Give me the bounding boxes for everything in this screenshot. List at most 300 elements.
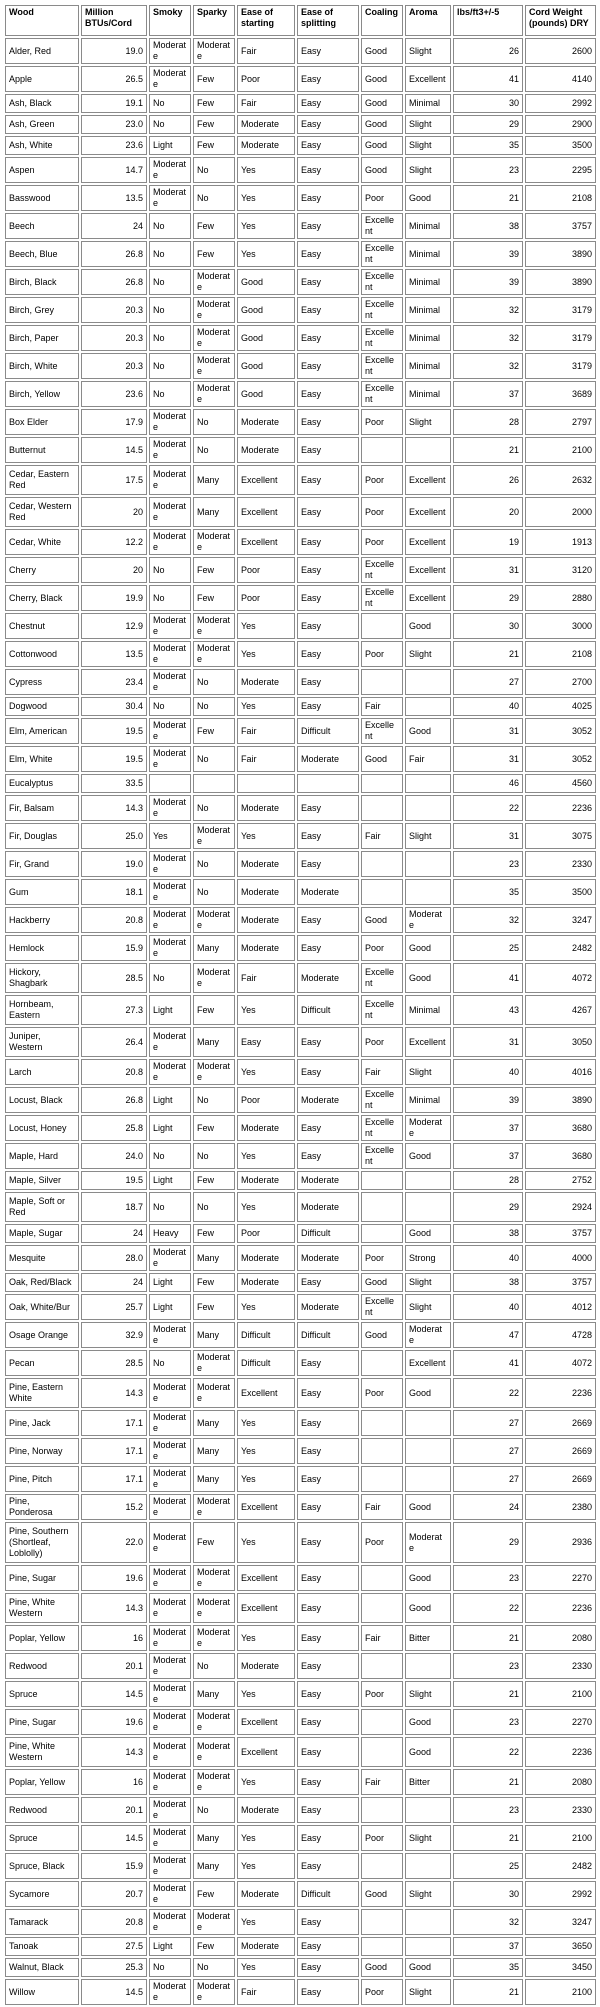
cell-cord-weight: 2600	[525, 38, 596, 64]
cell-coaling	[361, 1937, 403, 1956]
cell-btu: 12.9	[81, 613, 147, 639]
cell-aroma: Excellent	[405, 1350, 451, 1376]
cell-ease-starting: Yes	[237, 157, 295, 183]
cell-density: 22	[453, 1737, 523, 1767]
cell-ease-splitting: Easy	[297, 795, 359, 821]
cell-ease-starting: Excellent	[237, 1565, 295, 1591]
table-row	[5, 1438, 596, 1464]
cell-smoky: Moderate	[149, 497, 191, 527]
cell-wood: Maple, Sugar	[5, 1224, 79, 1243]
cell-cord-weight: 3500	[525, 879, 596, 905]
cell-wood: Birch, Yellow	[5, 381, 79, 407]
cell-ease-splitting: Moderate	[297, 746, 359, 772]
cell-coaling: Poor	[361, 529, 403, 555]
cell-density: 20	[453, 497, 523, 527]
cell-coaling: Excellent	[361, 995, 403, 1025]
cell-smoky: No	[149, 557, 191, 583]
table-row	[5, 1115, 596, 1141]
header-aroma: Aroma	[405, 5, 451, 36]
table-row	[5, 1322, 596, 1348]
cell-btu: 17.5	[81, 465, 147, 495]
cell-density: 40	[453, 1294, 523, 1320]
cell-wood: Cypress	[5, 669, 79, 695]
cell-coaling: Good	[361, 115, 403, 134]
cell-coaling	[361, 851, 403, 877]
cell-coaling	[361, 879, 403, 905]
cell-ease-starting: Yes	[237, 1059, 295, 1085]
cell-aroma	[405, 1797, 451, 1823]
cell-smoky: Light	[149, 136, 191, 155]
cell-sparky: Many	[193, 1853, 235, 1879]
cell-ease-splitting: Easy	[297, 136, 359, 155]
cell-aroma: Fair	[405, 746, 451, 772]
cell-density: 26	[453, 38, 523, 64]
cell-density: 23	[453, 157, 523, 183]
cell-ease-starting: Poor	[237, 66, 295, 92]
cell-ease-starting: Excellent	[237, 465, 295, 495]
cell-wood: Birch, Black	[5, 269, 79, 295]
cell-cord-weight: 3050	[525, 1027, 596, 1057]
cell-density: 23	[453, 851, 523, 877]
cell-ease-starting: Poor	[237, 585, 295, 611]
cell-cord-weight: 4140	[525, 66, 596, 92]
cell-aroma: Excellent	[405, 1027, 451, 1057]
cell-ease-starting: Excellent	[237, 1737, 295, 1767]
cell-cord-weight: 2236	[525, 795, 596, 821]
cell-smoky: No	[149, 963, 191, 993]
cell-ease-splitting: Easy	[297, 115, 359, 134]
cell-ease-starting: Yes	[237, 1410, 295, 1436]
cell-coaling: Good	[361, 94, 403, 113]
cell-cord-weight: 3052	[525, 718, 596, 744]
cell-ease-starting: Yes	[237, 1909, 295, 1935]
header-sparky: Sparky	[193, 5, 235, 36]
cell-ease-splitting: Easy	[297, 1522, 359, 1563]
cell-cord-weight: 3757	[525, 1224, 596, 1243]
cell-ease-splitting: Easy	[297, 823, 359, 849]
cell-cord-weight: 3450	[525, 1958, 596, 1977]
table-row	[5, 465, 596, 495]
cell-cord-weight: 4560	[525, 774, 596, 793]
cell-aroma: Good	[405, 935, 451, 961]
cell-ease-starting: Easy	[237, 1027, 295, 1057]
cell-coaling: Good	[361, 1881, 403, 1907]
table-row	[5, 1593, 596, 1623]
cell-density: 32	[453, 325, 523, 351]
cell-cord-weight: 3000	[525, 613, 596, 639]
cell-aroma: Slight	[405, 1294, 451, 1320]
cell-density: 21	[453, 185, 523, 211]
cell-cord-weight: 3179	[525, 297, 596, 323]
cell-aroma	[405, 1909, 451, 1935]
table-row	[5, 529, 596, 555]
cell-sparky: Few	[193, 995, 235, 1025]
cell-coaling	[361, 1853, 403, 1879]
cell-smoky: No	[149, 381, 191, 407]
cell-cord-weight: 2752	[525, 1171, 596, 1190]
cell-smoky: Moderate	[149, 1853, 191, 1879]
cell-coaling: Poor	[361, 1825, 403, 1851]
cell-aroma: Excellent	[405, 585, 451, 611]
table-row	[5, 1825, 596, 1851]
cell-smoky: Moderate	[149, 851, 191, 877]
cell-sparky: No	[193, 409, 235, 435]
cell-sparky: Moderate	[193, 353, 235, 379]
cell-ease-starting: Fair	[237, 963, 295, 993]
cell-smoky: No	[149, 297, 191, 323]
cell-cord-weight: 3757	[525, 1273, 596, 1292]
cell-aroma: Slight	[405, 115, 451, 134]
table-row	[5, 297, 596, 323]
cell-cord-weight: 3689	[525, 381, 596, 407]
cell-aroma	[405, 669, 451, 695]
cell-ease-starting: Poor	[237, 1087, 295, 1113]
cell-ease-splitting: Easy	[297, 907, 359, 933]
table-row	[5, 497, 596, 527]
cell-density: 31	[453, 718, 523, 744]
cell-cord-weight: 3247	[525, 907, 596, 933]
cell-btu: 30.4	[81, 697, 147, 716]
cell-ease-starting: Good	[237, 269, 295, 295]
table-row	[5, 1027, 596, 1057]
cell-ease-splitting: Difficult	[297, 1881, 359, 1907]
cell-wood: Fir, Grand	[5, 851, 79, 877]
cell-ease-splitting: Moderate	[297, 1294, 359, 1320]
cell-coaling	[361, 1737, 403, 1767]
cell-density: 32	[453, 1909, 523, 1935]
cell-density: 28	[453, 409, 523, 435]
table-row	[5, 353, 596, 379]
cell-wood: Fir, Balsam	[5, 795, 79, 821]
cell-density: 21	[453, 1625, 523, 1651]
cell-smoky: No	[149, 241, 191, 267]
cell-smoky: Moderate	[149, 1378, 191, 1408]
cell-sparky: Moderate	[193, 641, 235, 667]
cell-btu: 24.0	[81, 1143, 147, 1169]
cell-btu: 28.5	[81, 963, 147, 993]
cell-density: 46	[453, 774, 523, 793]
cell-ease-splitting: Easy	[297, 1059, 359, 1085]
cell-sparky: No	[193, 1797, 235, 1823]
cell-smoky: Moderate	[149, 1881, 191, 1907]
cell-btu: 24	[81, 213, 147, 239]
cell-coaling: Fair	[361, 697, 403, 716]
cell-cord-weight: 2100	[525, 1825, 596, 1851]
cell-aroma: Minimal	[405, 325, 451, 351]
cell-btu: 32.9	[81, 1322, 147, 1348]
cell-ease-splitting: Easy	[297, 1958, 359, 1977]
cell-sparky: Moderate	[193, 963, 235, 993]
cell-coaling: Good	[361, 746, 403, 772]
cell-ease-starting: Moderate	[237, 879, 295, 905]
cell-wood: Birch, Grey	[5, 297, 79, 323]
cell-aroma: Minimal	[405, 269, 451, 295]
cell-coaling: Fair	[361, 1625, 403, 1651]
cell-density: 27	[453, 1438, 523, 1464]
cell-ease-starting: Moderate	[237, 437, 295, 463]
table-row	[5, 995, 596, 1025]
cell-ease-starting: Fair	[237, 94, 295, 113]
cell-coaling: Poor	[361, 1245, 403, 1271]
cell-ease-splitting: Difficult	[297, 718, 359, 744]
cell-aroma	[405, 851, 451, 877]
cell-coaling	[361, 669, 403, 695]
cell-ease-starting: Yes	[237, 1625, 295, 1651]
cell-ease-starting: Excellent	[237, 1494, 295, 1520]
cell-aroma	[405, 697, 451, 716]
cell-ease-splitting: Easy	[297, 557, 359, 583]
cell-density: 21	[453, 1979, 523, 2005]
cell-coaling: Good	[361, 1273, 403, 1292]
cell-wood: Locust, Honey	[5, 1115, 79, 1141]
cell-wood: Willow	[5, 1979, 79, 2005]
cell-smoky: Light	[149, 1171, 191, 1190]
cell-sparky: Moderate	[193, 1378, 235, 1408]
cell-coaling: Excellent	[361, 1294, 403, 1320]
header-btu: Million BTUs/Cord	[81, 5, 147, 36]
cell-smoky: No	[149, 1958, 191, 1977]
cell-btu: 20.8	[81, 1909, 147, 1935]
header-density: lbs/ft3+/-5	[453, 5, 523, 36]
cell-cord-weight: 2797	[525, 409, 596, 435]
cell-ease-starting: Moderate	[237, 907, 295, 933]
cell-wood: Hemlock	[5, 935, 79, 961]
cell-ease-splitting: Easy	[297, 269, 359, 295]
cell-aroma	[405, 1853, 451, 1879]
table-row	[5, 94, 596, 113]
table-row	[5, 669, 596, 695]
table-row	[5, 774, 596, 793]
table-row	[5, 1625, 596, 1651]
cell-sparky: Many	[193, 1027, 235, 1057]
cell-smoky: Moderate	[149, 1027, 191, 1057]
cell-aroma: Moderate	[405, 1115, 451, 1141]
cell-btu: 20	[81, 497, 147, 527]
cell-ease-splitting: Easy	[297, 325, 359, 351]
cell-coaling: Excellent	[361, 557, 403, 583]
table-row	[5, 641, 596, 667]
cell-cord-weight: 4072	[525, 963, 596, 993]
cell-wood: Hackberry	[5, 907, 79, 933]
cell-wood: Pine, Sugar	[5, 1709, 79, 1735]
cell-wood: Pecan	[5, 1350, 79, 1376]
table-row	[5, 1958, 596, 1977]
cell-btu: 27.5	[81, 1937, 147, 1956]
cell-ease-splitting: Easy	[297, 157, 359, 183]
cell-aroma: Slight	[405, 823, 451, 849]
cell-wood: Locust, Black	[5, 1087, 79, 1113]
cell-aroma: Good	[405, 1709, 451, 1735]
cell-coaling	[361, 1438, 403, 1464]
cell-density: 39	[453, 1087, 523, 1113]
cell-smoky: Moderate	[149, 1059, 191, 1085]
cell-density: 30	[453, 613, 523, 639]
header-wood: Wood	[5, 5, 79, 36]
cell-cord-weight: 2108	[525, 185, 596, 211]
cell-density: 41	[453, 963, 523, 993]
cell-coaling: Excellent	[361, 1087, 403, 1113]
cell-ease-splitting: Easy	[297, 1273, 359, 1292]
cell-density: 21	[453, 437, 523, 463]
cell-aroma: Excellent	[405, 557, 451, 583]
cell-aroma	[405, 879, 451, 905]
cell-sparky: Moderate	[193, 1769, 235, 1795]
cell-density: 31	[453, 557, 523, 583]
cell-ease-starting: Poor	[237, 1224, 295, 1243]
cell-cord-weight: 1913	[525, 529, 596, 555]
cell-smoky: Light	[149, 995, 191, 1025]
cell-sparky: Moderate	[193, 1737, 235, 1767]
cell-ease-starting: Fair	[237, 718, 295, 744]
cell-density: 35	[453, 1958, 523, 1977]
cell-aroma	[405, 437, 451, 463]
cell-wood: Mesquite	[5, 1245, 79, 1271]
cell-smoky: No	[149, 115, 191, 134]
cell-ease-starting: Poor	[237, 557, 295, 583]
cell-btu: 17.1	[81, 1466, 147, 1492]
cell-ease-starting: Moderate	[237, 1115, 295, 1141]
cell-ease-starting: Yes	[237, 1466, 295, 1492]
cell-btu: 13.5	[81, 641, 147, 667]
cell-density: 43	[453, 995, 523, 1025]
cell-wood: Pine, Southern (Shortleaf, Loblolly)	[5, 1522, 79, 1563]
cell-ease-starting: Excellent	[237, 529, 295, 555]
cell-density: 35	[453, 879, 523, 905]
cell-btu: 26.4	[81, 1027, 147, 1057]
cell-smoky: Moderate	[149, 1466, 191, 1492]
cell-smoky: Moderate	[149, 38, 191, 64]
cell-sparky: Many	[193, 1825, 235, 1851]
cell-btu: 28.5	[81, 1350, 147, 1376]
cell-btu: 27.3	[81, 995, 147, 1025]
cell-wood: Tanoak	[5, 1937, 79, 1956]
cell-aroma	[405, 1171, 451, 1190]
cell-cord-weight: 3890	[525, 241, 596, 267]
cell-ease-starting: Yes	[237, 241, 295, 267]
table-row	[5, 66, 596, 92]
cell-ease-splitting: Easy	[297, 66, 359, 92]
cell-ease-splitting: Easy	[297, 613, 359, 639]
cell-wood: Sycamore	[5, 1881, 79, 1907]
cell-coaling: Poor	[361, 1522, 403, 1563]
cell-sparky: Few	[193, 1294, 235, 1320]
cell-btu: 14.5	[81, 1681, 147, 1707]
cell-density: 39	[453, 269, 523, 295]
cell-smoky: Moderate	[149, 1438, 191, 1464]
cell-btu: 14.3	[81, 1593, 147, 1623]
cell-density: 39	[453, 241, 523, 267]
cell-ease-splitting: Difficult	[297, 1224, 359, 1243]
cell-coaling	[361, 1350, 403, 1376]
cell-wood: Cherry, Black	[5, 585, 79, 611]
cell-btu: 20.3	[81, 325, 147, 351]
cell-sparky: Moderate	[193, 1709, 235, 1735]
cell-density: 31	[453, 823, 523, 849]
cell-sparky: Moderate	[193, 325, 235, 351]
cell-sparky: Few	[193, 1881, 235, 1907]
cell-coaling: Good	[361, 1322, 403, 1348]
cell-aroma: Good	[405, 963, 451, 993]
cell-aroma: Good	[405, 1565, 451, 1591]
cell-smoky: No	[149, 697, 191, 716]
cell-btu: 20.3	[81, 297, 147, 323]
cell-coaling	[361, 437, 403, 463]
cell-ease-splitting: Easy	[297, 1494, 359, 1520]
cell-wood: Maple, Soft or Red	[5, 1192, 79, 1222]
cell-sparky: Moderate	[193, 1593, 235, 1623]
cell-ease-starting: Yes	[237, 1438, 295, 1464]
cell-sparky: Few	[193, 718, 235, 744]
cell-btu: 19.5	[81, 746, 147, 772]
cell-coaling: Excellent	[361, 718, 403, 744]
table-row	[5, 746, 596, 772]
cell-cord-weight: 2330	[525, 851, 596, 877]
table-row	[5, 213, 596, 239]
cell-cord-weight: 2880	[525, 585, 596, 611]
cell-aroma: Moderate	[405, 1522, 451, 1563]
cell-coaling	[361, 1224, 403, 1243]
cell-sparky: Few	[193, 1937, 235, 1956]
cell-density: 37	[453, 1115, 523, 1141]
cell-cord-weight: 4012	[525, 1294, 596, 1320]
cell-density: 27	[453, 1466, 523, 1492]
cell-wood: Elm, American	[5, 718, 79, 744]
cell-smoky: Moderate	[149, 907, 191, 933]
cell-cord-weight: 2295	[525, 157, 596, 183]
cell-coaling: Fair	[361, 823, 403, 849]
cell-btu: 14.5	[81, 1825, 147, 1851]
cell-coaling: Fair	[361, 1494, 403, 1520]
cell-ease-starting: Fair	[237, 746, 295, 772]
cell-btu: 20.7	[81, 1881, 147, 1907]
cell-ease-splitting: Easy	[297, 185, 359, 211]
cell-density: 32	[453, 907, 523, 933]
cell-wood: Box Elder	[5, 409, 79, 435]
cell-btu: 23.4	[81, 669, 147, 695]
cell-btu: 26.8	[81, 241, 147, 267]
cell-ease-starting: Excellent	[237, 1593, 295, 1623]
cell-ease-starting: Yes	[237, 1192, 295, 1222]
cell-cord-weight: 2330	[525, 1797, 596, 1823]
cell-ease-splitting: Easy	[297, 1625, 359, 1651]
cell-wood: Maple, Hard	[5, 1143, 79, 1169]
cell-aroma: Good	[405, 1224, 451, 1243]
cell-ease-splitting: Easy	[297, 1769, 359, 1795]
cell-ease-splitting: Easy	[297, 1853, 359, 1879]
cell-btu: 14.7	[81, 157, 147, 183]
cell-aroma: Minimal	[405, 995, 451, 1025]
cell-btu: 14.5	[81, 437, 147, 463]
cell-wood: Butternut	[5, 437, 79, 463]
cell-smoky: Moderate	[149, 1737, 191, 1767]
cell-cord-weight: 2100	[525, 1979, 596, 2005]
cell-ease-splitting	[297, 774, 359, 793]
cell-coaling	[361, 774, 403, 793]
cell-wood: Ash, Green	[5, 115, 79, 134]
cell-ease-splitting: Easy	[297, 38, 359, 64]
cell-aroma: Slight	[405, 136, 451, 155]
cell-sparky: Moderate	[193, 1350, 235, 1376]
table-row	[5, 1378, 596, 1408]
cell-btu: 14.3	[81, 795, 147, 821]
cell-aroma: Bitter	[405, 1625, 451, 1651]
cell-wood: Apple	[5, 66, 79, 92]
cell-density: 31	[453, 746, 523, 772]
cell-wood: Oak, Red/Black	[5, 1273, 79, 1292]
cell-wood: Cherry	[5, 557, 79, 583]
cell-ease-starting: Moderate	[237, 136, 295, 155]
cell-btu: 19.9	[81, 585, 147, 611]
